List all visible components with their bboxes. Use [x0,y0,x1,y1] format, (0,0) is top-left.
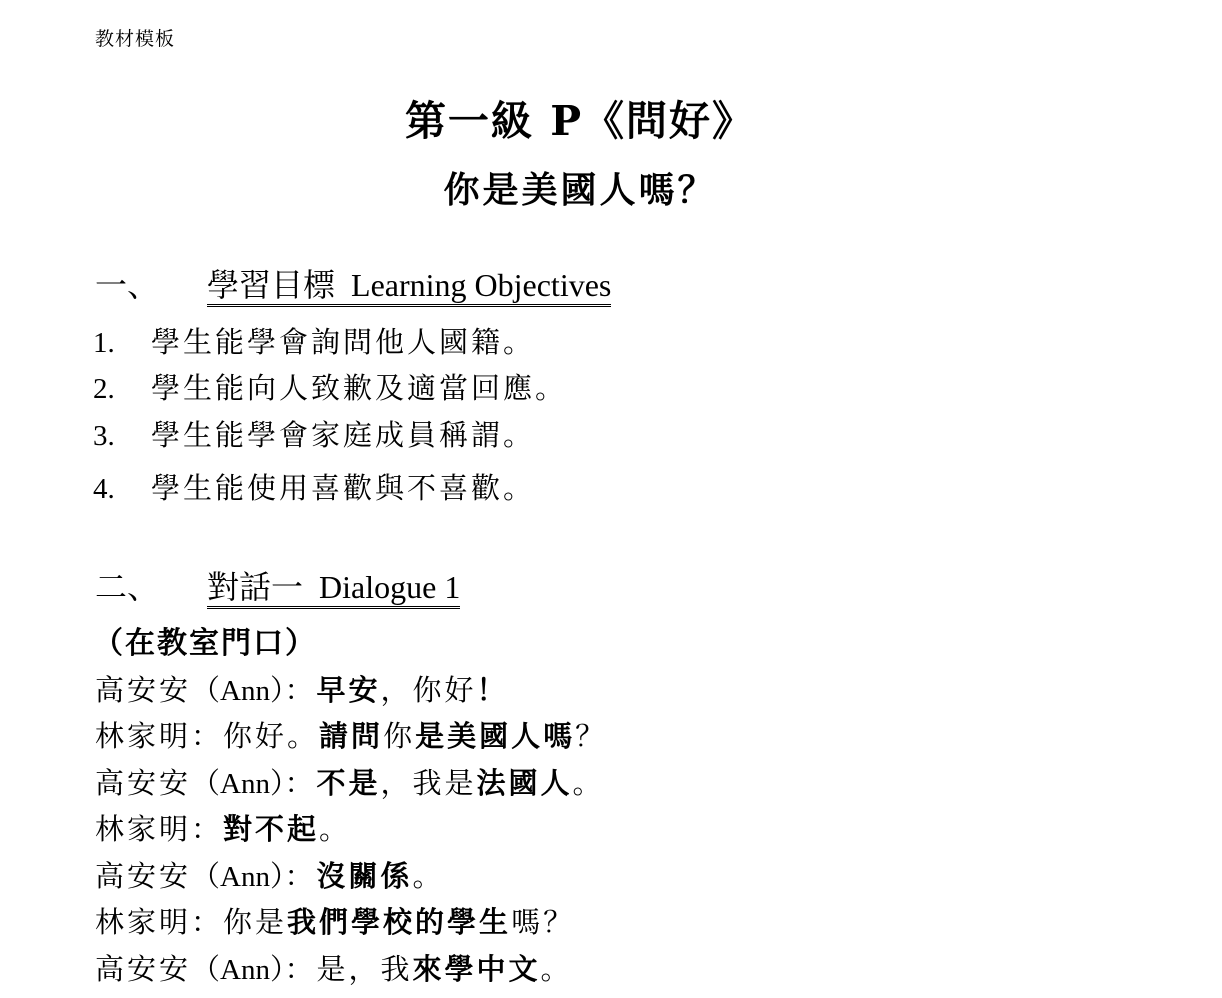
speaker-english-name: （Ann） [191,675,285,707]
speaker-name: 高安安 [95,952,192,986]
dialogue-line [95,807,351,848]
objective-text: 學生能使用喜歡與不喜歡。 [151,471,536,505]
speaker-colon: ： [284,952,317,986]
dialogue-line [95,947,573,988]
line-text: 你好。 [223,719,320,753]
speaker-english-name: （Ann） [191,861,285,893]
line-text-bold: 我們學校的學生 [287,905,512,939]
section-dialogue [95,562,460,609]
page-label: 教材模板 [95,28,176,50]
line-text-bold: 早安 [316,673,381,707]
section-title-en: Dialogue 1 [319,569,461,605]
line-text: 。 [540,952,573,986]
objective-item [93,320,535,361]
section-learning-objectives [95,260,611,307]
line-text: ，我是 [380,766,477,800]
line-text: 你是 [223,905,288,939]
speaker-english-name: （Ann） [191,768,285,800]
line-text-bold: 對不起 [223,812,320,846]
line-text-bold: 請問 [319,719,384,753]
speaker-name: 林家明 [95,812,192,846]
line-text-bold: 是美國人嗎 [415,719,576,753]
section-title-zh: 學習目標 [207,266,336,304]
objective-text: 學生能學會家庭成員稱謂。 [151,418,536,452]
dialogue-line [95,668,509,709]
line-text-bold: 沒關係 [316,859,413,893]
dialogue-line [95,854,445,895]
speaker-colon: ： [191,905,224,939]
speaker-name: 高安安 [95,766,192,800]
speaker-name: 高安安 [95,673,192,707]
speaker-name: 高安安 [95,859,192,893]
objective-text: 學生能向人致歉及適當回應。 [151,371,568,405]
line-text: 。 [412,859,445,893]
speaker-colon: ： [284,859,317,893]
lesson-title: 第一級 P《問好》 [404,97,756,145]
dialogue-line [95,900,575,941]
objective-item [93,366,567,407]
speaker-colon: ： [284,766,317,800]
dialogue-line [95,761,605,802]
objective-number: 2. [93,373,115,405]
section-number: 一、 [95,266,160,304]
section-title-en: Learning Objectives [351,267,612,303]
speaker-colon: ： [191,719,224,753]
line-text: ，你好 [380,673,477,707]
section-title [207,267,611,307]
objective-item [93,413,535,454]
line-text: 是，我 [316,952,413,986]
line-text: 。 [319,812,352,846]
speaker-english-name: （Ann） [191,954,285,986]
speaker-name: 林家明 [95,719,192,753]
line-text-bold: 來學中文 [412,952,541,986]
objective-item [93,466,535,507]
line-text-bold: 法國人 [476,766,573,800]
line-text: 嗎？ [511,905,576,939]
speaker-name: 林家明 [95,905,192,939]
line-text: ？ [575,719,608,753]
dialogue-scene: （在教室門口） [93,626,317,661]
section-title-zh: 對話一 [207,568,304,606]
speaker-colon: ： [284,673,317,707]
section-number: 二、 [95,568,160,606]
line-text-bold: ！ [476,673,509,707]
dialogue-line [95,714,607,755]
objective-number: 3. [93,420,115,452]
line-text: 你 [383,719,416,753]
objective-number: 4. [93,473,115,505]
speaker-colon: ： [191,812,224,846]
section-title [207,569,460,609]
line-text: 。 [572,766,605,800]
objective-text: 學生能學會詢問他人國籍。 [151,325,536,359]
objective-number: 1. [93,327,115,359]
lesson-subtitle: 你是美國人嗎？ [443,169,717,211]
line-text-bold: 不是 [316,766,381,800]
